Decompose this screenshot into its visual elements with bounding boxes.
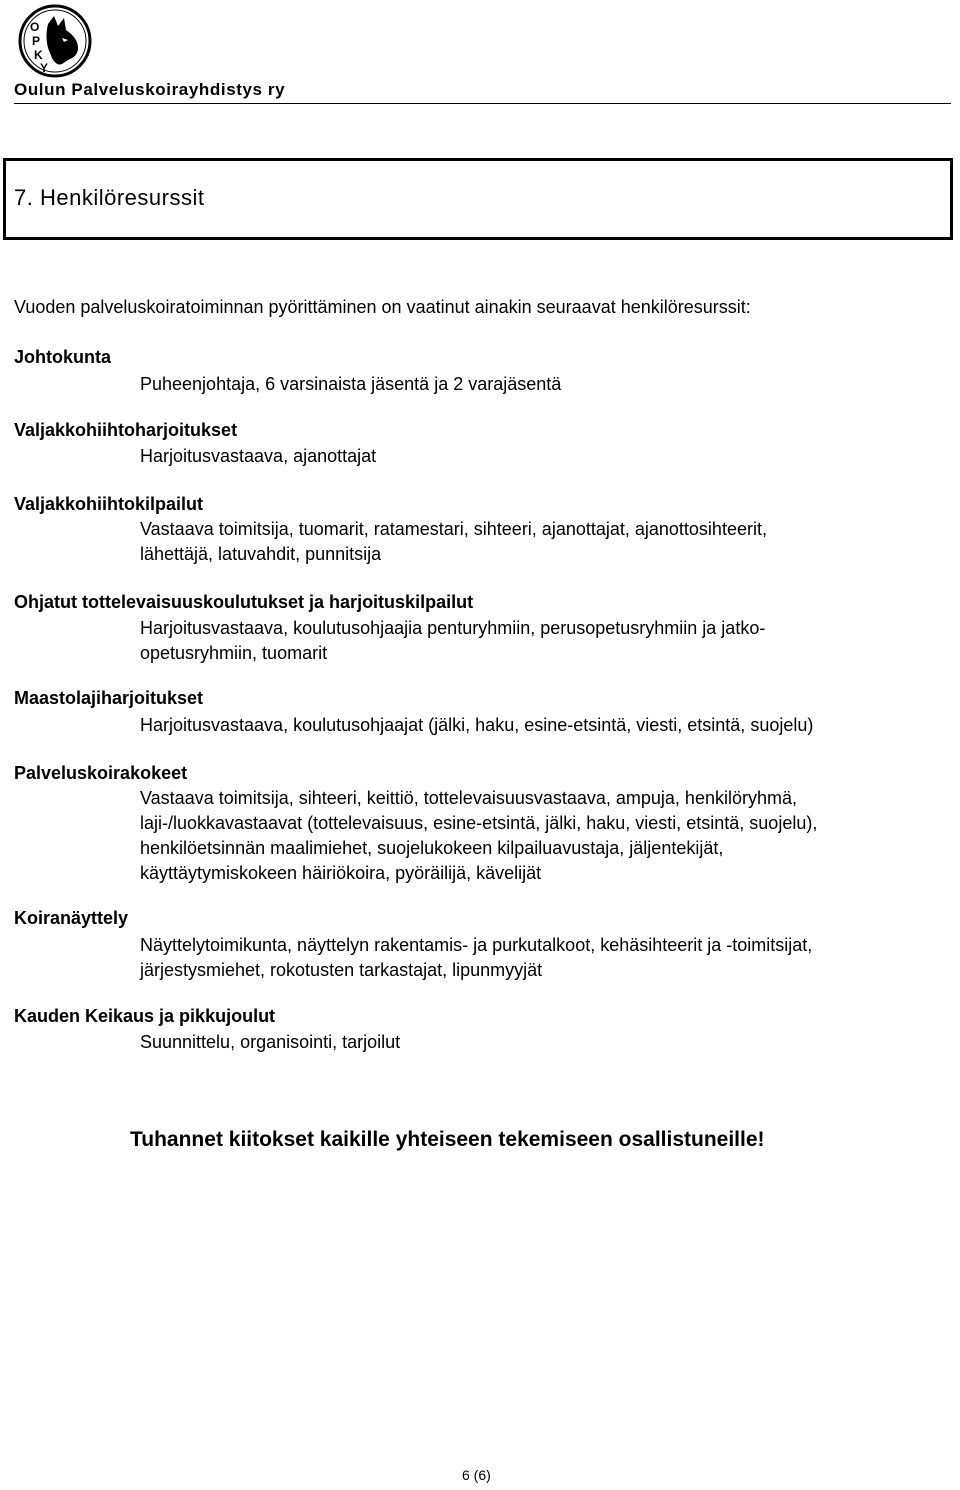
description-line: laji-/luokkavastaavat (tottelevaisuus, esine-etsintä, jälki, haku, viesti, etsintä, suojelu), bbox=[140, 813, 818, 833]
description-line: Harjoitusvastaava, koulutusohjaajat (jälki, haku, esine-etsintä, viesti, etsintä, suojelu) bbox=[140, 715, 814, 735]
svg-text:O: O bbox=[30, 20, 40, 34]
page-number: 6 (6) bbox=[462, 1467, 491, 1483]
opky-logo-icon bbox=[18, 4, 92, 78]
category-description-maastolajiharjoitukset bbox=[140, 713, 813, 738]
category-heading-tottelevaisuuskoulutukset: Ohjatut tottelevaisuuskoulutukset ja harjoituskilpailut bbox=[14, 592, 474, 612]
description-line: Vastaava toimitsija, tuomarit, ratamestari, sihteeri, ajanottajat, ajanottosihteerit, bbox=[140, 519, 767, 539]
svg-text:K: K bbox=[34, 48, 43, 62]
category-description-kauden-keikaus bbox=[140, 1030, 400, 1055]
category-description-valjakkohiihtokilpailut bbox=[140, 517, 767, 567]
section-title: 7. Henkilöresurssit bbox=[14, 185, 205, 210]
category-heading-koiranayttely: Koiranäyttely bbox=[14, 908, 129, 928]
intro-paragraph: Vuoden palveluskoiratoiminnan pyörittäminen on vaatinut ainakin seuraavat henkilöresurssit: bbox=[14, 297, 751, 317]
category-heading-kauden-keikaus: Kauden Keikaus ja pikkujoulut bbox=[14, 1006, 276, 1026]
description-line: Suunnittelu, organisointi, tarjoilut bbox=[140, 1032, 401, 1052]
category-heading-valjakkohiihtoharjoitukset: Valjakkohiihtoharjoitukset bbox=[14, 420, 238, 440]
description-line: käyttäytymiskokeen häiriökoira, pyöräilijä, kävelijät bbox=[140, 863, 542, 883]
closing-thanks: Tuhannet kiitokset kaikille yhteiseen tekemiseen osallistuneille! bbox=[130, 1128, 765, 1151]
category-description-palveluskoirakokeet bbox=[140, 786, 817, 886]
description-line: henkilöetsinnän maalimiehet, suojelukokeen kilpailuavustaja, jäljentekijät, bbox=[140, 838, 724, 858]
description-line: Puheenjohtaja, 6 varsinaista jäsentä ja 2 varajäsentä bbox=[140, 374, 562, 394]
description-line: opetusryhmiin, tuomarit bbox=[140, 643, 328, 663]
organization-name: Oulun Palveluskoirayhdistys ry bbox=[14, 80, 286, 99]
header-divider bbox=[14, 103, 951, 104]
category-description-valjakkohiihtoharjoitukset bbox=[140, 444, 376, 469]
category-heading-palveluskoirakokeet: Palveluskoirakokeet bbox=[14, 763, 188, 783]
description-line: järjestysmiehet, rokotusten tarkastajat, lipunmyyjät bbox=[140, 960, 543, 980]
svg-text:Y: Y bbox=[40, 61, 49, 75]
description-line: Harjoitusvastaava, ajanottajat bbox=[140, 446, 377, 466]
description-line: Näyttelytoimikunta, näyttelyn rakentamis- ja purkutalkoot, kehäsihteerit ja -toimitsijat, bbox=[140, 935, 813, 955]
description-line: Vastaava toimitsija, sihteeri, keittiö, tottelevaisuusvastaava, ampuja, henkilöryhmä, bbox=[140, 788, 797, 808]
svg-text:P: P bbox=[32, 34, 41, 48]
category-heading-valjakkohiihtokilpailut: Valjakkohiihtokilpailut bbox=[14, 494, 204, 514]
description-line: lähettäjä, latuvahdit, punnitsija bbox=[140, 544, 382, 564]
category-heading-johtokunta: Johtokunta bbox=[14, 347, 111, 367]
category-description-tottelevaisuuskoulutukset bbox=[140, 616, 765, 666]
category-description-koiranayttely bbox=[140, 933, 812, 983]
category-heading-maastolajiharjoitukset: Maastolajiharjoitukset bbox=[14, 688, 204, 708]
description-line: Harjoitusvastaava, koulutusohjaajia penturyhmiin, perusopetusryhmiin ja jatko- bbox=[140, 618, 766, 638]
category-description-johtokunta bbox=[140, 372, 561, 397]
